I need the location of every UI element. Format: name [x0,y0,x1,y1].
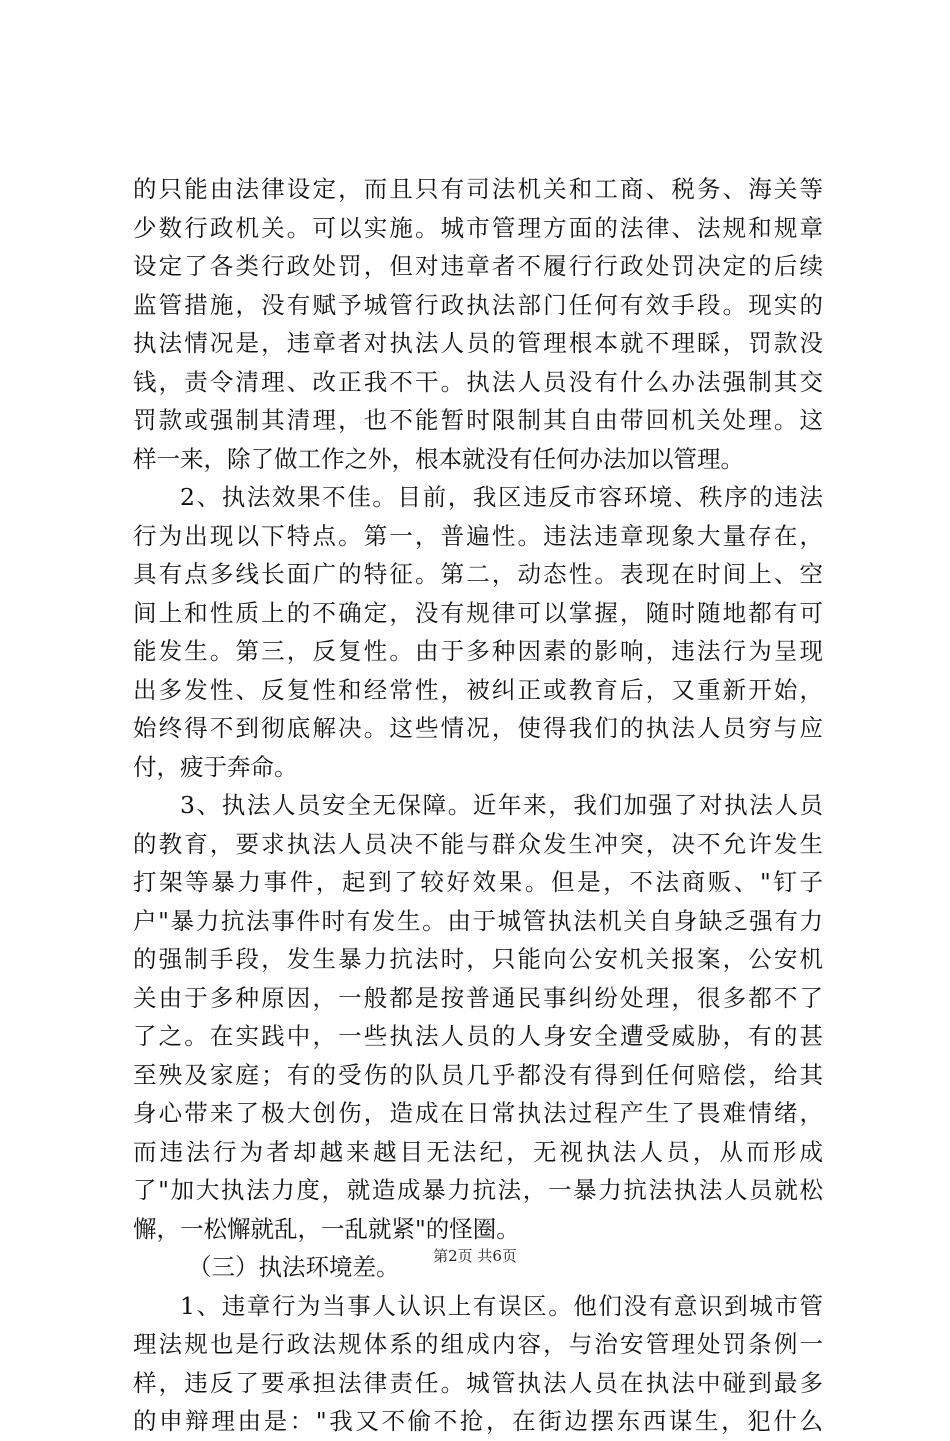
text-line: 样，违反了要承担法律责任。城管执法人员在执法中碰到最多 [133,1368,823,1397]
paragraph-2-start: 2、执法效果不佳。目前，我区违反市容环境、秩序的违法 [180,483,823,511]
text-line: 关由于多种原因，一般都是按普通民事纠纷处理，很多都不了 [133,983,823,1012]
text-line: 了之。在实践中，一些执法人员的人身安全遭受威胁，有的甚 [133,1022,823,1050]
text-line: 能发生。第三，反复性。由于多种因素的影响，违法行为呈现 [133,637,823,665]
paragraph-4-start: 1、违章行为当事人认识上有误区。他们没有意识到城市管 [180,1291,823,1320]
text-line: 少数行政机关。可以实施。城市管理方面的法律、法规和规章 [133,213,823,242]
text-line: 样一来，除了做工作之外，根本就没有任何办法加以管理。 [133,444,744,473]
text-line: 打架等暴力事件，起到了较好效果。但是，不法商贩、"钉子 [133,868,823,896]
section-heading: （三）执法环境差。 [188,1253,400,1281]
paragraph-3-start: 3、执法人员安全无保障。近年来，我们加强了对执法人员 [180,791,823,819]
text-line: 懈，一松懈就乱，一乱就紧"的怪圈。 [133,1214,520,1243]
text-line: 的只能由法律设定，而且只有司法机关和工商、税务、海关等 [133,175,823,203]
text-line: 的教育，要求执法人员决不能与群众发生冲突，决不允许发生 [133,829,823,858]
text-line: 间上和性质上的不确定，没有规律可以掌握，随时随地都有可 [133,598,823,627]
text-line: 钱，责令清理、改正我不干。执法人员没有什么办法强制其交 [133,367,823,396]
text-line: 罚款或强制其清理，也不能暂时限制其自由带回机关处理。这 [133,406,823,434]
text-line: 执法情况是，违章者对执法人员的管理根本就不理睬，罚款没 [133,329,823,357]
text-line: 具有点多线长面广的特征。第二，动态性。表现在时间上、空 [133,560,823,588]
text-line: 始终得不到彻底解决。这些情况，使得我们的执法人员穷与应 [133,714,823,742]
page-number-footer: 第2页 共6页 [433,1247,517,1265]
text-line: 至殃及家庭；有的受伤的队员几乎都没有得到任何赔偿，给其 [133,1060,823,1089]
text-line: 理法规也是行政法规体系的组成内容，与治安管理处罚条例一 [133,1330,823,1358]
text-line: 而违法行为者却越来越目无法纪，无视执法人员，从而形成 [133,1137,823,1166]
text-line: 监管措施，没有赋予城管行政执法部门任何有效手段。现实的 [133,290,823,319]
text-line: 户"暴力抗法事件时有发生。由于城管执法机关自身缺乏强有力 [133,906,823,935]
text-line: 的申辩理由是："我又不偷不抢，在街边摆东西谋生，犯什么 [133,1407,823,1435]
text-line: 设定了各类行政处罚，但对违章者不履行行政处罚决定的后续 [133,252,823,280]
text-line: 身心带来了极大创伤，造成在日常执法过程产生了畏难情绪， [133,1099,823,1127]
text-line: 行为出现以下特点。第一，普遍性。违法违章现象大量存在， [133,521,823,550]
text-line: 出多发性、反复性和经常性，被纠正或教育后，又重新开始， [133,675,823,704]
text-line: 的强制手段，发生暴力抗法时，只能向公安机关报案，公安机 [133,945,823,973]
text-line: 了"加大执法力度，就造成暴力抗法，一暴力抗法执法人员就松 [133,1176,823,1204]
text-line: 付，疲于奔命。 [133,752,298,781]
